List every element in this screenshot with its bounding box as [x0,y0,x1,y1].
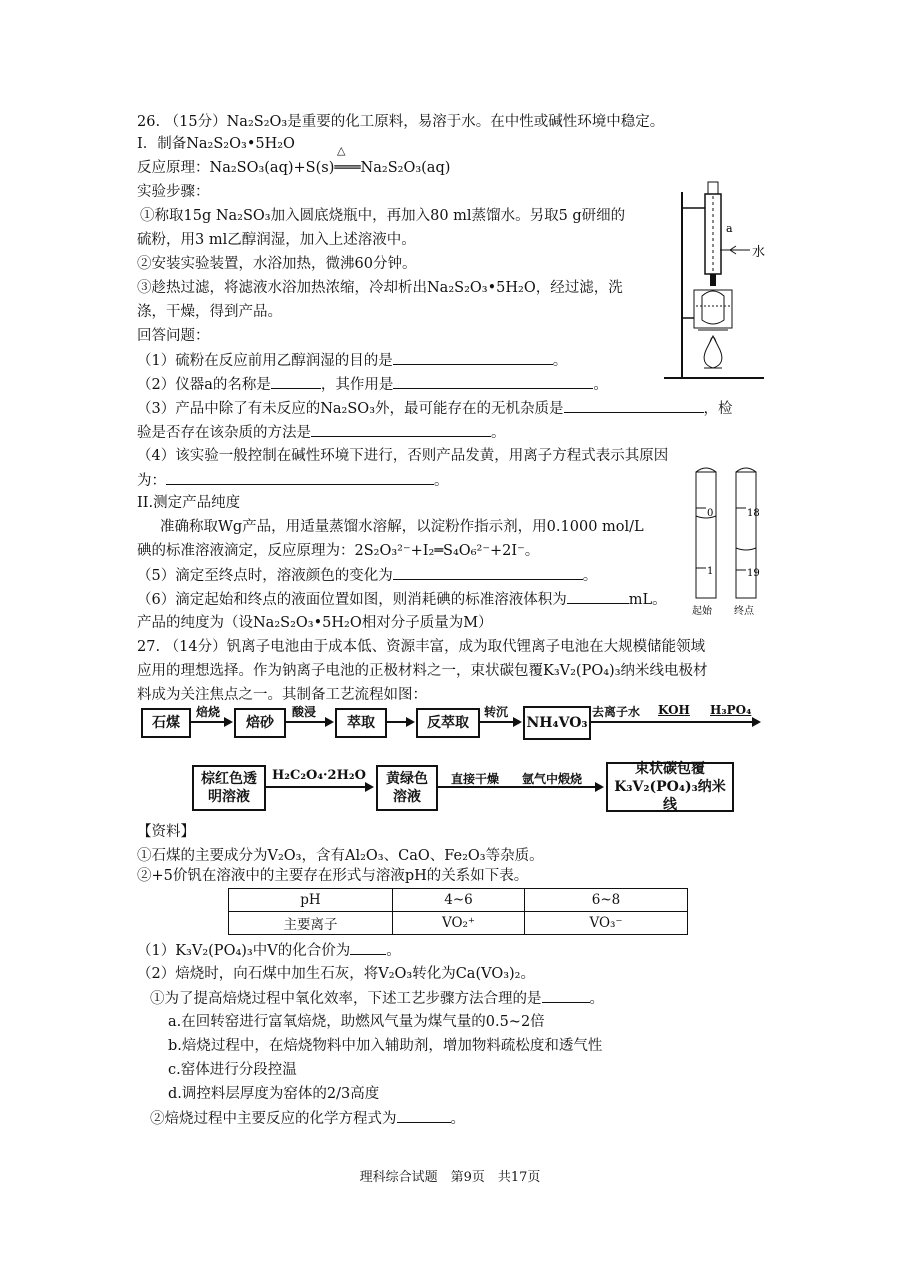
q27-option-a: a.在回转窑进行富氧焙烧，助燃风气量为煤气量的0.5~2倍 [168,1014,545,1030]
q26-q2-blank-use[interactable] [393,374,593,389]
q26-q2-text-b: ，其作用是 [320,377,394,393]
flow-box-product-text: 束状碳包覆K₃V₂(PO₄)₃纳米线 [614,761,726,813]
q27-option-c: c.窑体进行分段控温 [168,1062,297,1078]
q27-q1 [137,940,401,961]
q27-option-b: b.焙烧过程中，在焙烧物料中加入辅助剂，增加物料疏松度和透气性 [168,1038,603,1054]
reaction-equation: Na₂SO₃(aq)+S(s)═══Na₂S₂O₃(aq) [209,160,451,176]
q26-q1-blank[interactable] [393,350,553,365]
flow-arrow-1 [189,721,231,723]
flow-label-roast: 焙烧 [196,705,221,719]
table-cell: 6~8 [525,889,688,912]
q27-option-d: d.调控料层厚度为窑体的2/3高度 [168,1086,380,1102]
flow-label-acid-leach: 酸浸 [292,705,317,719]
q27-header2: 应用的理想选择。作为钠离子电池的正极材料之一，束状碳包覆K₃V₂(PO₄)₃纳米线电极材 [137,663,708,679]
flow-box-nh4vo3: NH₄VO₃ [523,706,591,740]
apparatus-label-a: a [726,222,733,235]
q26-step1b: 硫粉，用3 ml乙醇润湿，加入上述溶液中。 [137,232,416,248]
q26-q3-cont [137,422,506,443]
q27-header1: 27. （14分）钒离子电池由于成本低、资源丰富，成为取代锂离子电池在大规模储能领域 [137,639,706,655]
q26-q3-blank-method[interactable] [311,422,491,437]
flow-box-brown-red-text: 棕红色透明溶液 [201,771,257,805]
q27-info2: ②+5价钒在溶液中的主要存在形式与溶液pH的关系如下表。 [137,868,529,884]
flow-label-direct-dry: 直接干燥 [451,772,500,786]
page-footer: 理科综合试题 第9页 共17页 [359,1170,541,1185]
table-cell: 4~6 [393,889,525,912]
q27-q2: （2）焙烧时，向石煤中加生石灰，将V₂O₃转化为Ca(VO₃)₂。 [137,966,535,982]
q26-q2-blank-name[interactable] [271,374,321,389]
q27-q1-period: 。 [386,943,401,959]
flow-box-shimei: 石煤 [141,708,191,738]
flow-box-product [606,762,734,812]
table-cell: VO₃⁻ [525,912,688,935]
q26-q1-text: （1）硫粉在反应前用乙醇润湿的目的是 [137,353,393,369]
table-cell: pH [229,889,393,912]
q27-info1: ①石煤的主要成分为V₂O₃，含有Al₂O₃、CaO、Fe₂O₃等杂质。 [137,848,544,864]
q27-q2-1-text: ①为了提高焙烧过程中氧化效率，下述工艺步骤方法合理的是 [150,991,542,1007]
q26-part1-title: I．制备Na₂S₂O₃•5H₂O [137,136,295,152]
burette-start-label: 起始 [692,606,712,617]
q26-step3a: ③趁热过滤，将滤液水浴加热浓缩，冷却析出Na₂S₂O₃•5H₂O，经过滤，洗 [137,280,623,296]
q27-q2-1-period: 。 [589,991,604,1007]
q26-q6-blank-volume[interactable] [567,589,629,604]
q26-q3-period: 。 [491,425,506,441]
q26-q2-text-a: （2）仪器a的名称是 [137,377,271,393]
burette-start-top: 0 [707,508,714,519]
flow-label-h3po4: H₃PO₄ [710,703,752,717]
q26-q1-period: 。 [552,353,568,369]
q27-q2-2-text: ②焙烧过程中主要反应的化学方程式为 [150,1111,397,1127]
burette-diagram [690,462,770,620]
q27-q2-1-blank[interactable] [542,988,590,1003]
flow-box-beisha: 焙砂 [234,708,286,738]
q27-q2-2-blank[interactable] [397,1108,451,1123]
flow-label-precipitation: 转沉 [484,705,509,719]
flow-arrow-6 [264,786,372,788]
q26-q4-blank[interactable] [166,470,434,485]
q27-header3: 料成为关注焦点之一。其制备工艺流程如图： [137,687,427,703]
q26-step2: ②安装实验装置，水浴加热，微沸60分钟。 [137,256,417,272]
q26-reaction-line [137,158,450,178]
q27-q2-2-period: 。 [450,1111,465,1127]
q26-q4a: （4）该实验一般控制在碱性环境下进行，否则产品发黄，用离子方程式表示其原因 [137,448,669,464]
q26-q3-text-a: （3）产品中除了有未反应的Na₂SO₃外，最可能存在的无机杂质是 [137,401,564,417]
q26-q6-unit: mL。 [628,592,667,608]
q26-q3 [137,398,733,419]
flow-label-oxalic-acid: H₂C₂O₄·2H₂O [272,768,366,783]
q26-p2a: 准确称取Wg产品，用适量蒸馏水溶解，以淀粉作指示剂，用0.1000 mol/L [160,519,644,535]
flow-box-yellow-green-solution [376,765,438,811]
q26-q3-text-c: 验是否存在该杂质的方法是 [137,425,311,441]
q26-q5-blank[interactable] [393,565,583,580]
q26-q6c: 产品的纯度为（设Na₂S₂O₃•5H₂O相对分子质量为M） [137,615,493,631]
q27-q1-blank[interactable] [350,940,386,955]
q26-q5 [137,565,597,586]
flow-arrow-2 [284,721,332,723]
reflux-apparatus-diagram [650,178,770,384]
q27-q1-text: （1）K₃V₂(PO₄)₃中V的化合价为 [137,943,351,959]
q27-q2-2 [150,1108,465,1129]
table-row [229,912,688,935]
flow-box-back-extraction: 反萃取 [416,708,480,738]
q26-q2 [137,374,608,395]
q26-steps-title: 实验步骤： [137,184,210,200]
q26-step1a: ①称取15g Na₂SO₃加入圆底烧瓶中，再加入80 ml蒸馏水。另取5 g研细的 [140,208,626,224]
burette-end-label: 终点 [734,606,754,617]
q26-q3-blank-impurity[interactable] [564,398,704,413]
flow-arrow-3 [385,721,413,723]
q26-q5-text: （5）滴定至终点时，溶液颜色的变化为 [137,568,393,584]
q26-answer-title: 回答问题： [137,328,210,344]
apparatus-label-water: 水 [752,245,766,260]
q26-header: 26. （15分）Na₂S₂O₃是重要的化工原料，易溶于水。在中性或碱性环境中稳定。 [137,114,665,130]
q26-q3-text-b: ，检 [703,401,733,417]
vanadium-ph-table [228,888,688,935]
flow-box-yellow-green-text: 黄绿色溶液 [386,771,428,805]
q26-q6 [137,589,667,610]
table-row [229,889,688,912]
q27-info-title: 【资料】 [137,824,195,840]
flow-label-koh: KOH [658,703,690,717]
table-cell: 主要离子 [229,912,393,935]
table-cell: VO₂⁺ [393,912,525,935]
flow-arrow-5 [589,721,759,723]
flow-label-argon-calcine: 氩气中煅烧 [522,772,583,786]
q26-q6-text-a: （6）滴定起始和终点的液面位置如图，则消耗碘的标准溶液体积为 [137,592,567,608]
q26-q4 [137,470,449,491]
burette-end-bottom: 19 [747,568,760,579]
reaction-heat-symbol: △ [337,144,346,157]
flow-box-extraction: 萃取 [335,708,387,738]
q26-q1 [137,350,567,371]
burette-start-bottom: 1 [707,566,714,577]
q26-q5-period: 。 [582,568,598,584]
reaction-prefix: 反应原理： [137,160,210,176]
q26-part2-title: II.测定产品纯度 [137,495,241,511]
burette-end-top: 18 [747,508,760,519]
flow-box-brown-red-solution [192,765,266,811]
flow-label-deionized-water: 去离子水 [592,705,641,719]
q26-p2b: 碘的标准溶液滴定，反应原理为：2S₂O₃²⁻+I₂═S₄O₆²⁻+2I⁻。 [137,543,540,559]
q26-q4-text-b: 为： [137,473,166,489]
q26-q4-period: 。 [434,473,449,489]
q26-step3b: 涤，干燥，得到产品。 [137,304,282,320]
q27-q2-1 [150,988,604,1009]
flow-arrow-4 [478,721,520,723]
q26-q2-period: 。 [593,377,608,393]
